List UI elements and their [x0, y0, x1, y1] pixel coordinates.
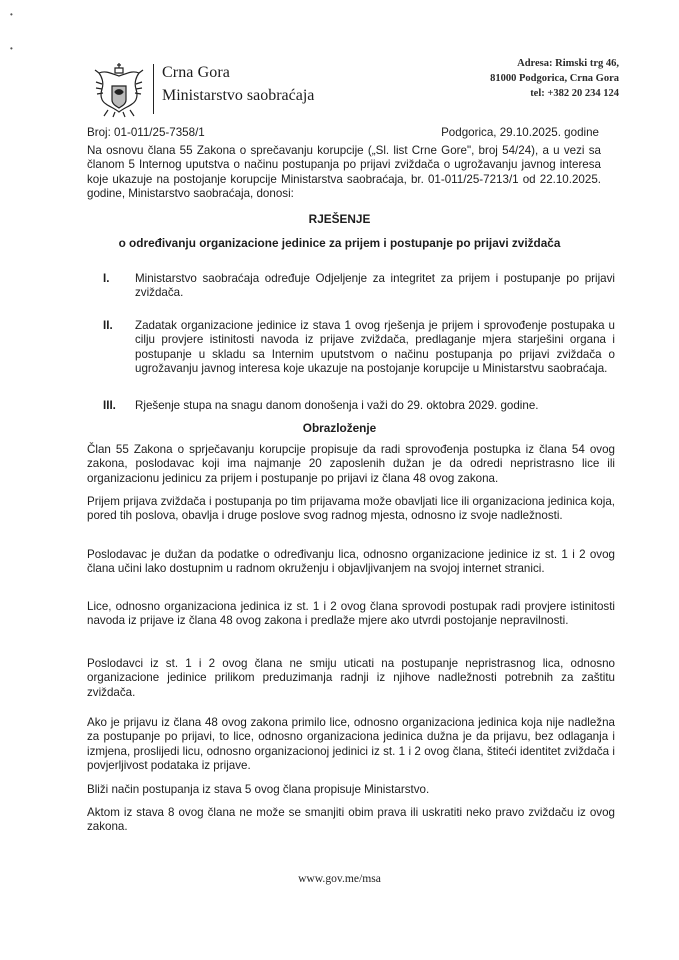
- address-line: 81000 Podgorica, Crna Gora: [490, 73, 619, 84]
- reasoning-paragraph: Aktom iz stava 8 ovog člana ne može se smanjiti obim prava ili uskratiti neko pravo zviždaču iz ovog zakona.: [87, 806, 615, 834]
- reasoning-paragraph: Prijem prijava zviždača i postupanja po tim prijavama može obavljati lice ili organizaciona jedinica koja, pored tih poslova, obavlja i druge poslove svog radnog mjesta, odnosno iz svoje nadležnosti.: [87, 495, 615, 523]
- item-number: II.: [103, 319, 113, 332]
- scan-mark: •: [10, 10, 13, 19]
- reasoning-paragraph: Poslodavac je dužan da podatke o određivanju lica, odnosno organizacione jedinice iz st. 1 i 2 ovog člana učini lako dostupnim u radnom okruženju i objavljivanjem na svojoj internet stranici.: [87, 548, 615, 576]
- reference-number: Broj: 01-011/25-7358/1: [87, 126, 205, 139]
- document-title: RJEŠENJE: [308, 212, 371, 226]
- reasoning-paragraph: Član 55 Zakona o sprječavanju korupcije propisuje da radi sprovođenja postupka iz člana 54 ovog zakona, poslodavac koji ima najmanje 20 zaposlenih dužan je da odredi nepristrasno lice ili organizacionu jedinicu za prijem i postupanje po prijavi iz člana 48 ovog zakona.: [87, 443, 615, 485]
- item-text: Rješenje stupa na snagu danom donošenja i važi do 29. oktobra 2029. godine.: [135, 399, 539, 412]
- decision-item: [103, 272, 615, 301]
- item-text: Ministarstvo saobraćaja određuje Odjeljenje za integritet za prijem i postupanje po prijavi zviždača.: [135, 272, 615, 300]
- document-date: Podgorica, 29.10.2025. godine: [441, 126, 599, 139]
- reasoning-paragraph: Poslodavci iz st. 1 i 2 ovog člana ne smiju uticati na postupanje nepristrasnog lica, odnosno organizacione jedinice prilikom preduzimanja radnji iz njihove nadležnosti potrebnih za zaštitu zviždača.: [87, 657, 615, 699]
- coat-of-arms-icon: [93, 62, 145, 118]
- address-line: tel: +382 20 234 124: [530, 88, 619, 99]
- ministry-name: Ministarstvo saobraćaja: [162, 87, 315, 104]
- address-line: Adresa: Rimski trg 46,: [517, 58, 619, 69]
- item-number: III.: [103, 399, 116, 412]
- item-number: I.: [103, 272, 110, 285]
- reasoning-paragraph: Bliži način postupanja iz stava 5 ovog člana propisuje Ministarstvo.: [87, 783, 430, 796]
- country-name: Crna Gora: [162, 64, 230, 81]
- decision-item: [103, 319, 615, 377]
- document-subtitle: o određivanju organizacione jedinice za prijem i postupanje po prijavi zviždača: [118, 236, 561, 250]
- reasoning-title: Obrazloženje: [302, 421, 377, 435]
- preamble: Na osnovu člana 55 Zakona o sprečavanju korupcije („Sl. list Crne Gore", broj 54/24), a u vezi sa članom 5 Internog uputstva o načinu postupanja po prijavi zviždača o ugrožavanju javnog interesa koje ukazuje na postojanje korupcije Ministarstva saobraćaja, br. 01-011/25-7213/1 od 22.10.2025. godine, Ministarstvo saobraćaja, donosi:: [87, 144, 601, 201]
- reasoning-paragraph: Ako je prijavu iz člana 48 ovog zakona primilo lice, odnosno organizaciona jedinica koja nije nadležna za postupanje po prijavi, to lice, odnosno organizaciona jedinica dužna je da prijavu, bez odlaganja i izmjena, proslijedi licu, odnosno organizacionoj jedinici iz st. 1 i 2 ovog člana, štiteći identitet zviždača i povjerljivost podataka iz prijave.: [87, 716, 615, 773]
- decision-item: [103, 399, 615, 413]
- footer-website: www.gov.me/msa: [298, 872, 381, 885]
- scan-mark: •: [10, 44, 13, 53]
- address-block: [490, 56, 619, 101]
- reasoning-paragraph: Lice, odnosno organizaciona jedinica iz st. 1 i 2 ovog člana sprovodi postupak radi provjere istinitosti navoda iz prijave iz člana 48 ovog zakona i predlaže mjere ako utvrdi postojanje nepravilnosti.: [87, 600, 615, 628]
- header-divider: [153, 64, 154, 114]
- item-text: Zadatak organizacione jedinice iz stava 1 ovog rješenja je prijem i sprovođenje postupaka u cilju provjere istinitosti navoda iz prijave zviždača, predlaganje mjera starješini organa i postupanje u skladu sa Internim uputstvom o načinu postupanja po prijavi zviždača o ugrožavanju javnog interesa koje ukazuje na postojanje korupcije u Ministarstvu saobraćaja.: [135, 319, 615, 376]
